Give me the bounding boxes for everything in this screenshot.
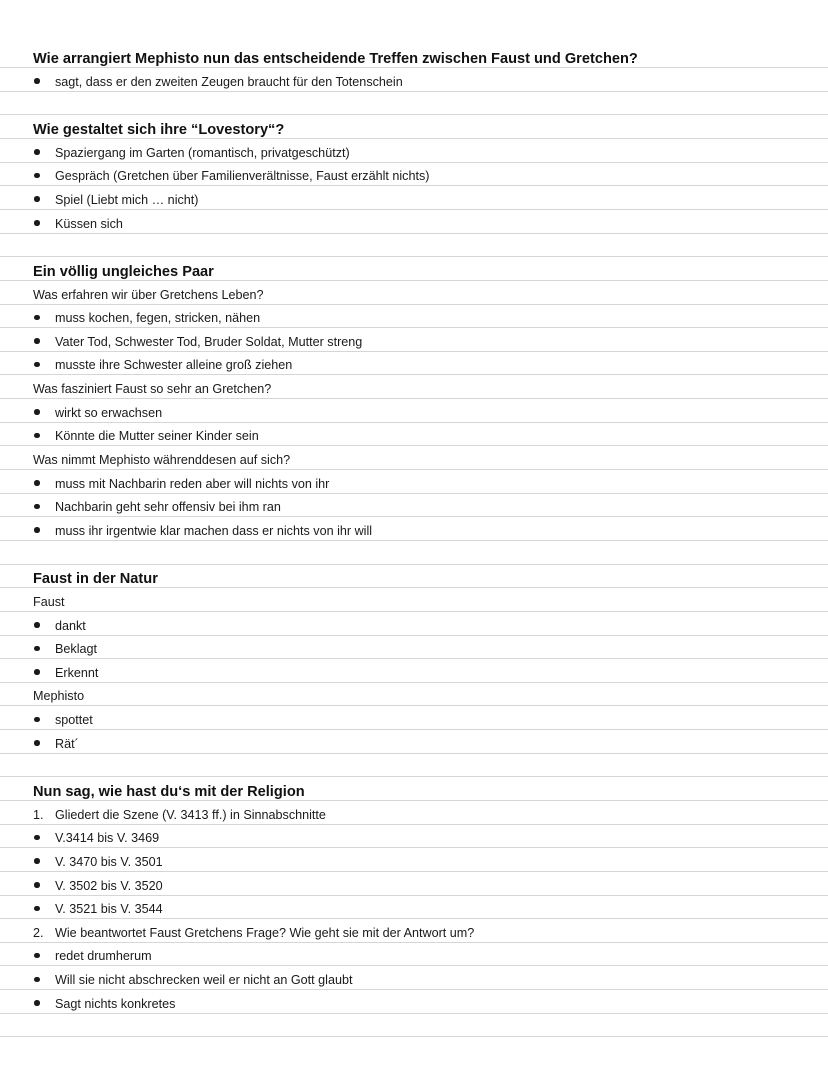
list-item: [0, 659, 828, 683]
list-item-text: Küssen sich: [55, 216, 123, 231]
list-item-text: muss kochen, fegen, stricken, nähen: [55, 311, 261, 326]
sub-question-text: Was fasziniert Faust so sehr an Gretchen?: [33, 382, 272, 397]
sub-question: [0, 375, 828, 399]
list-item-text: muss ihr irgentwie klar machen dass er nichts von ihr will: [55, 523, 373, 538]
bullet-icon: [33, 713, 39, 728]
ruled-notes-page: [0, 45, 828, 1038]
list-item-text: musste ihre Schwester alleine groß ziehen: [55, 358, 293, 373]
list-item-text: V. 3521 bis V. 3544: [55, 902, 163, 917]
bullet-icon: [33, 949, 39, 964]
sub-label-text: Faust: [33, 594, 65, 609]
list-item: [0, 706, 828, 730]
bullet-icon: [33, 997, 39, 1012]
list-item-text: redet drumherum: [55, 949, 152, 964]
number-marker: 2.: [33, 925, 44, 940]
list-item: [0, 966, 828, 990]
list-item: [0, 399, 828, 423]
sub-question-text: Was nimmt Mephisto währenddesen auf sich?: [33, 453, 291, 468]
bullet-icon: [33, 524, 39, 539]
list-item: [0, 943, 828, 967]
heading-text: Wie gestaltet sich ihre “Lovestory“?: [33, 122, 285, 139]
sub-question: [0, 446, 828, 470]
section-heading: [0, 257, 828, 281]
bullet-icon: [33, 335, 39, 350]
list-item-text: V. 3470 bis V. 3501: [55, 854, 163, 869]
list-item: [0, 139, 828, 163]
list-item-text: sagt, dass er den zweiten Zeugen braucht für den Totenschein: [55, 74, 403, 89]
sub-question: [0, 281, 828, 305]
blank-line: [0, 541, 828, 565]
list-item-text: Erkennt: [55, 665, 99, 680]
blank-line: [0, 1014, 828, 1038]
bullet-icon: [33, 831, 39, 846]
sub-question-text: Was erfahren wir über Gretchens Leben?: [33, 287, 264, 302]
list-item-text: Rät´: [55, 736, 79, 751]
heading-text: Wie arrangiert Mephisto nun das entscheidende Treffen zwischen Faust und Gretchen?: [33, 51, 638, 68]
list-item-text: Gespräch (Gretchen über Familienverältnisse, Faust erzählt nichts): [55, 169, 430, 184]
list-item-text: Will sie nicht abschrecken weil er nicht an Gott glaubt: [55, 973, 353, 988]
list-item-text: Sagt nichts konkretes: [55, 996, 176, 1011]
list-item: [0, 517, 828, 541]
list-item: [0, 896, 828, 920]
bullet-icon: [33, 737, 39, 752]
list-item-text: Vater Tod, Schwester Tod, Bruder Soldat, Mutter streng: [55, 334, 363, 349]
list-item: [0, 636, 828, 660]
blank-line: [0, 92, 828, 116]
list-item-text: Könnte die Mutter seiner Kinder sein: [55, 429, 259, 444]
list-item: [0, 352, 828, 376]
list-item-text: V.3414 bis V. 3469: [55, 831, 160, 846]
list-item: [0, 494, 828, 518]
list-item: [0, 186, 828, 210]
list-item: [0, 328, 828, 352]
list-item: [0, 825, 828, 849]
bullet-icon: [33, 193, 39, 208]
list-item: [0, 68, 828, 92]
bullet-icon: [33, 146, 39, 161]
bullet-icon: [33, 879, 39, 894]
list-item-text: muss mit Nachbarin reden aber will nichts von ihr: [55, 476, 330, 491]
numbered-item-text: Wie beantwortet Faust Gretchens Frage? Wie geht sie mit der Antwort um?: [55, 925, 475, 940]
numbered-item-text: Gliedert die Szene (V. 3413 ff.) in Sinnabschnitte: [55, 807, 326, 822]
section-heading: [0, 565, 828, 589]
section-heading: [0, 45, 828, 69]
list-item: [0, 423, 828, 447]
bullet-icon: [33, 358, 39, 373]
list-item-text: dankt: [55, 618, 86, 633]
list-item: [0, 305, 828, 329]
bullet-icon: [33, 406, 39, 421]
bullet-icon: [33, 666, 39, 681]
list-item: [0, 730, 828, 754]
numbered-item: [0, 801, 828, 825]
section-heading: [0, 115, 828, 139]
sub-label-text: Mephisto: [33, 689, 85, 704]
list-item-text: V. 3502 bis V. 3520: [55, 878, 163, 893]
section-heading: [0, 777, 828, 801]
list-item: [0, 872, 828, 896]
bullet-icon: [33, 642, 39, 657]
list-item: [0, 470, 828, 494]
bullet-icon: [33, 477, 39, 492]
sub-label: [0, 683, 828, 707]
list-item-text: Beklagt: [55, 642, 98, 657]
bullet-icon: [33, 217, 39, 232]
list-item: [0, 210, 828, 234]
sub-label: [0, 588, 828, 612]
bullet-icon: [33, 973, 39, 988]
list-item-text: Spaziergang im Garten (romantisch, privatgeschützt): [55, 145, 350, 160]
heading-text: Nun sag, wie hast du‘s mit der Religion: [33, 784, 305, 800]
bullet-icon: [33, 429, 39, 444]
heading-text: Faust in der Natur: [33, 571, 158, 588]
list-item: [0, 848, 828, 872]
heading-text: Ein völlig ungleiches Paar: [33, 263, 214, 280]
number-marker: 1.: [33, 807, 44, 822]
blank-line: [0, 754, 828, 778]
bullet-icon: [33, 619, 39, 634]
list-item-text: spottet: [55, 713, 93, 728]
blank-line: [0, 234, 828, 258]
numbered-item: [0, 919, 828, 943]
list-item-text: Nachbarin geht sehr offensiv bei ihm ran: [55, 500, 281, 515]
bullet-icon: [33, 855, 39, 870]
bullet-icon: [33, 169, 39, 184]
list-item-text: wirkt so erwachsen: [55, 405, 163, 420]
list-item: [0, 612, 828, 636]
bullet-icon: [33, 75, 39, 90]
bullet-icon: [33, 902, 39, 917]
bullet-icon: [33, 500, 39, 515]
list-item: [0, 990, 828, 1014]
list-item: [0, 163, 828, 187]
bullet-icon: [33, 311, 39, 326]
list-item-text: Spiel (Liebt mich … nicht): [55, 192, 199, 207]
